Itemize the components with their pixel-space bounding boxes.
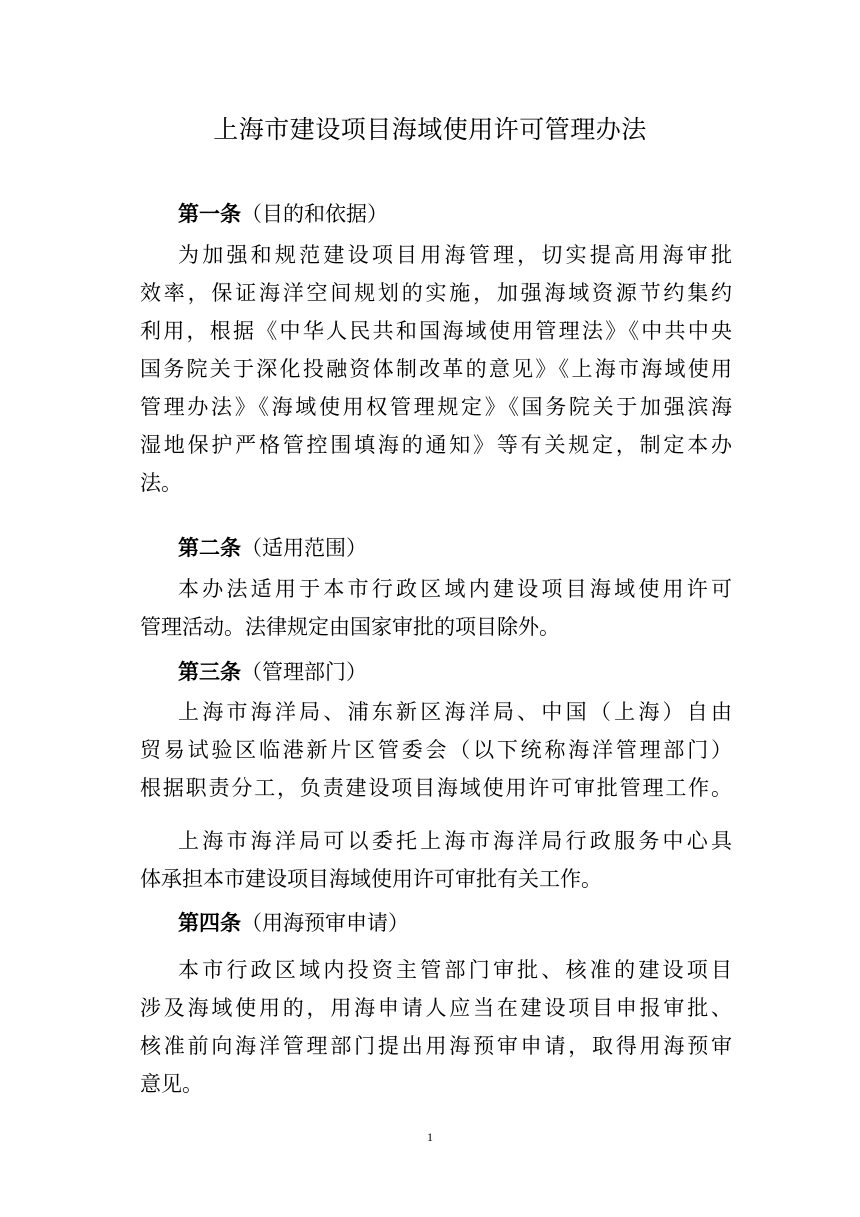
article-3-paragraph-1 [140, 693, 732, 807]
article-1-number: 第一条 [178, 202, 241, 226]
text-line: 利用，根据《中华人民共和国海域使用管理法》《中共中央 [140, 319, 732, 343]
text-line: 效率，保证海洋空间规划的实施，加强海域资源节约集约 [140, 281, 732, 305]
article-3-number: 第三条 [178, 660, 241, 684]
text-line: 本办法适用于本市行政区域内建设项目海域使用许可 [178, 577, 732, 601]
text-line: 体承担本市建设项目海域使用许可审批有关工作。 [140, 867, 602, 891]
article-2-paragraph-1 [140, 570, 732, 646]
article-2-number: 第二条 [178, 536, 241, 560]
text-line: 核准前向海洋管理部门提出用海预审申请，取得用海预审 [140, 1034, 732, 1058]
article-3-paragraph-2 [140, 822, 732, 898]
article-3-topic: （管理部门） [241, 660, 367, 684]
text-line: 根据职责分工，负责建设项目海域使用许可审批管理工作。 [140, 776, 732, 800]
text-line: 涉及海域使用的，用海申请人应当在建设项目申报审批、 [140, 996, 732, 1020]
document-title: 上海市建设项目海域使用许可管理办法 [213, 115, 647, 144]
text-line: 管理办法》《海域使用权管理规定》《国务院关于加强滨海 [140, 395, 732, 419]
article-4-topic: （用海预审申请） [241, 911, 409, 935]
text-line: 本市行政区域内投资主管部门审批、核准的建设项目 [178, 958, 732, 982]
text-line: 贸易试验区临港新片区管委会（以下统称海洋管理部门） [140, 738, 732, 762]
text-line: 上海市海洋局可以委托上海市海洋局行政服务中心具 [178, 829, 732, 853]
article-4-heading [178, 907, 409, 939]
article-4-number: 第四条 [178, 911, 241, 935]
page-number: 1 [427, 1130, 433, 1144]
article-1-paragraph-1 [140, 236, 732, 502]
article-2-topic: （适用范围） [241, 536, 367, 560]
text-line: 国务院关于深化投融资体制改革的意见》《上海市海域使用 [140, 357, 732, 381]
text-line: 法。 [140, 471, 182, 495]
article-1-topic: （目的和依据） [241, 202, 388, 226]
text-line: 湿地保护严格管控围填海的通知》等有关规定，制定本办 [140, 433, 732, 457]
text-line: 管理活动。法律规定由国家审批的项目除外。 [140, 615, 560, 639]
text-line: 意见。 [140, 1072, 203, 1096]
text-line: 为加强和规范建设项目用海管理，切实提高用海审批 [178, 243, 732, 267]
article-3-heading [178, 656, 367, 688]
article-2-heading [178, 532, 367, 564]
article-4-paragraph-1 [140, 951, 732, 1103]
article-1-heading [178, 198, 388, 230]
text-line: 上海市海洋局、浦东新区海洋局、中国（上海）自由 [178, 700, 732, 724]
